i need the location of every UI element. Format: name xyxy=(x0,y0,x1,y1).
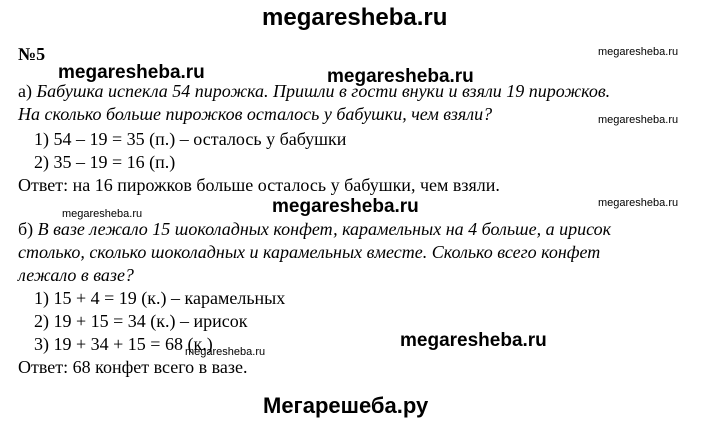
watermark-small-1: megaresheba.ru xyxy=(598,46,679,58)
part-b-statement-line2: столько, сколько шоколадных и карамельных вместе. Сколько всего конфет xyxy=(18,242,601,262)
watermark-top: megaresheba.ru xyxy=(262,4,448,31)
part-b-label: б) xyxy=(18,219,34,239)
watermark-small-2: megaresheba.ru xyxy=(598,114,679,126)
part-b-text-1: В вазе лежало 15 шоколадных конфет, карамельных на 4 больше, а ирисок xyxy=(37,219,612,239)
watermark-small-4: megaresheba.ru xyxy=(62,208,143,220)
part-b-step-2: 2) 19 + 15 = 34 (к.) – ирисок xyxy=(34,311,248,331)
watermark-b-center: megaresheba.ru xyxy=(272,196,419,217)
part-b-answer: Ответ: 68 конфет всего в вазе. xyxy=(18,357,248,377)
part-a-step-2: 2) 35 – 19 = 16 (п.) xyxy=(34,152,176,172)
watermark-small-3: megaresheba.ru xyxy=(598,197,679,209)
watermark-a-center: megaresheba.ru xyxy=(327,66,474,87)
watermark-a-left: megaresheba.ru xyxy=(58,62,205,83)
watermark-b-right: megaresheba.ru xyxy=(400,330,547,351)
problem-number: №5 xyxy=(18,44,46,64)
part-a-step-1: 1) 54 – 19 = 35 (п.) – осталось у бабушки xyxy=(34,129,347,149)
part-b-statement-line3: лежало в вазе? xyxy=(18,265,134,285)
part-a-text-1: Бабушка испекла 54 пирожка. Пришли в гости внуки и взяли 19 пирожков. xyxy=(36,81,611,101)
part-a-statement-line1 xyxy=(18,80,610,102)
part-b-step-1: 1) 15 + 4 = 19 (к.) – карамельных xyxy=(34,288,286,308)
part-a-statement-line2: На сколько больше пирожков осталось у бабушки, чем взяли? xyxy=(18,104,493,124)
watermark-small-5: megaresheba.ru xyxy=(185,346,266,358)
watermark-bottom: Мегарешеба.ру xyxy=(263,393,429,418)
part-a-answer: Ответ: на 16 пирожков больше осталось у бабушки, чем взяли. xyxy=(18,175,500,195)
part-b-step-3: 3) 19 + 34 + 15 = 68 (к.) xyxy=(34,334,213,354)
part-a-label: а) xyxy=(18,81,32,101)
part-b-statement-line1 xyxy=(18,218,611,240)
